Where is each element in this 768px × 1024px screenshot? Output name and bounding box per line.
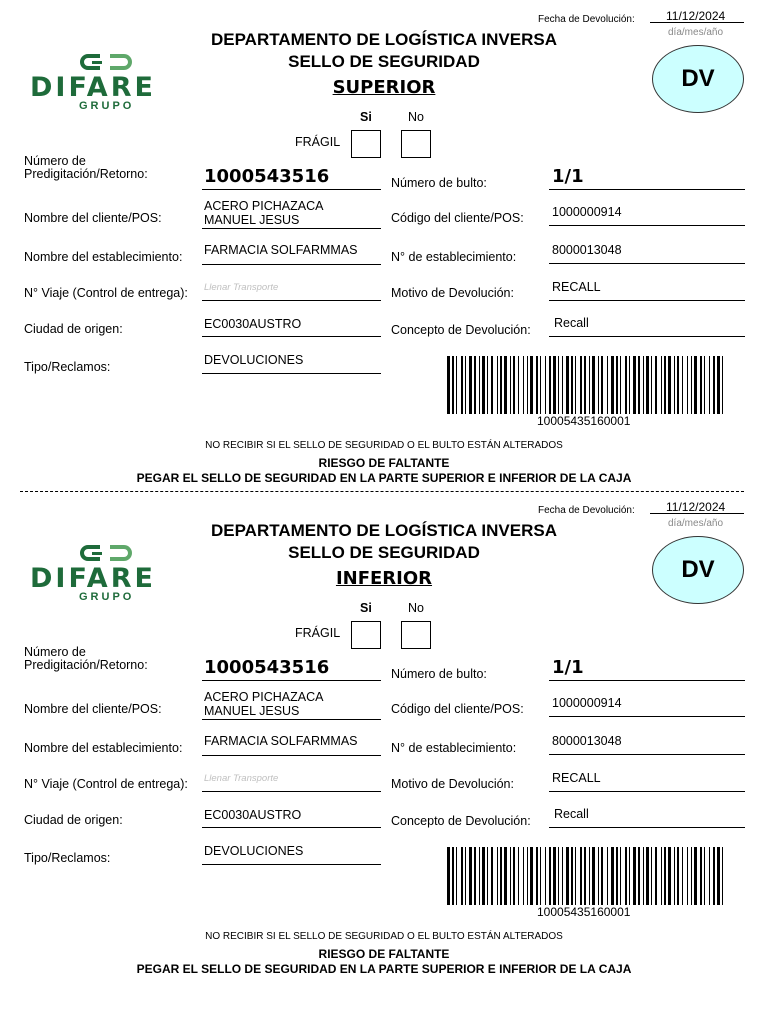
fragile-si-checkbox[interactable] [351,130,381,158]
dv-badge [652,536,744,604]
date-value: 11/12/2024 [666,9,726,23]
origen-line [202,827,381,828]
risk-text: RIESGO DE FALTANTE [318,456,450,470]
barcode-bar [668,847,671,905]
barcode-bar [616,847,618,905]
motivo-value: RECALL [552,280,601,294]
bulto-value: 1/1 [552,166,584,187]
estab-value: FARMACIA SOLFARMMAS [204,734,358,748]
barcode-bar [580,356,582,414]
barcode-bar [575,847,576,905]
barcode-bar [607,356,608,414]
num-pred-label: Número de Predigitación/Retorno: [24,154,148,181]
n-estab-value: 8000013048 [552,243,622,257]
barcode-bar [500,847,502,905]
client-value: ACERO PICHAZACA MANUEL JESUS [204,690,324,718]
logo-text: DIFARE [30,72,156,103]
date-line [650,22,744,23]
date-line [650,513,744,514]
motivo-value: RECALL [552,771,601,785]
client-line [202,228,381,229]
barcode-bar [500,356,502,414]
date-label: Fecha de Devolución: [538,14,635,25]
barcode-bar [620,847,621,905]
barcode-bar [664,356,666,414]
barcode-bar [717,356,720,414]
barcode-bar [651,356,652,414]
barcode-bar [469,847,472,905]
barcode-bar [452,847,454,905]
barcode-bar [456,356,457,414]
barcode-bar [452,356,454,414]
barcode-bar [646,847,649,905]
codigo-line [549,225,745,226]
fragile-no-checkbox[interactable] [401,621,431,649]
num-pred-label: Número de Predigitación/Retorno: [24,645,148,672]
date-label: Fecha de Devolución: [538,505,635,516]
fragile-label: FRÁGIL [295,626,341,640]
barcode-bar [469,356,472,414]
barcode-bar [655,356,657,414]
n-estab-line [549,263,745,264]
barcode-bar [513,847,515,905]
concepto-label: Concepto de Devolución: [391,323,531,337]
barcode-bar [566,847,569,905]
barcode-bar [465,356,466,414]
dv-badge-text: DV [681,556,715,583]
barcode-bar [592,356,595,414]
barcode-bar [527,847,528,905]
barcode-bar [504,847,507,905]
tipo-line [202,373,381,374]
no-label: No [408,601,424,615]
si-label: Si [360,601,372,615]
department-title: DEPARTAMENTO DE LOGÍSTICA INVERSA [210,521,557,540]
logo-subtext: GRUPO [79,591,135,603]
barcode-bar [575,356,576,414]
barcode-bar [651,847,652,905]
barcode-bar [601,847,603,905]
barcode-bar [523,847,524,905]
barcode-bar [633,847,636,905]
warning-text: NO RECIBIR SI EL SELLO DE SEGURIDAD O EL BULTO ESTÁN ALTERADOS [205,440,563,451]
barcode-bar [510,356,511,414]
barcode-bar [687,847,688,905]
barcode-bar [510,847,511,905]
barcode-bar [661,847,662,905]
barcode-bar [497,356,498,414]
barcode-bar [682,356,683,414]
barcode-bar [513,356,515,414]
barcode-bar [694,847,697,905]
barcode-bar [704,356,705,414]
barcode-bar [558,356,559,414]
origen-line [202,336,381,337]
bulto-line [549,189,745,190]
estab-line [202,755,381,756]
bulto-line [549,680,745,681]
barcode-bar [713,847,715,905]
barcode-bar [638,356,640,414]
barcode-bar [482,847,485,905]
seal-title: SELLO DE SEGURIDAD [288,543,480,562]
barcode-bar [491,356,493,414]
barcode-bar [540,356,541,414]
barcode-bar [643,356,644,414]
barcode-bar [687,356,688,414]
seal-section-inferior [0,491,768,982]
concepto-value: Recall [554,316,589,330]
barcode-bar [447,847,450,905]
barcode-bar [487,847,488,905]
barcode-bar [677,356,679,414]
fragile-no-checkbox[interactable] [401,130,431,158]
barcode-bar [479,847,480,905]
num-pred-line [202,680,381,681]
barcode-bar [571,356,573,414]
barcode-bar [625,847,627,905]
logo-subtext: GRUPO [79,100,135,112]
motivo-line [549,791,745,792]
barcode-bar [549,847,551,905]
client-label: Nombre del cliente/POS: [24,211,162,225]
barcode [447,847,725,905]
barcode-bar [479,356,480,414]
dv-badge-text: DV [681,65,715,92]
barcode-bar [562,356,563,414]
barcode-bar [553,847,556,905]
barcode-bar [584,847,586,905]
date-format: día/mes/año [668,518,724,529]
department-title: DEPARTAMENTO DE LOGÍSTICA INVERSA [210,30,557,49]
si-label: Si [360,110,372,124]
codigo-label: Código del cliente/POS: [391,211,524,225]
barcode-bar [566,356,569,414]
codigo-value: 1000000914 [552,205,622,219]
barcode-bar [461,356,463,414]
barcode-bar [611,356,614,414]
viaje-line [202,791,381,792]
barcode-bar [523,356,524,414]
bulto-label: Número de bulto: [391,176,487,190]
barcode-bar [674,356,675,414]
barcode-bar [682,847,683,905]
client-value: ACERO PICHAZACA MANUEL JESUS [204,199,324,227]
concepto-line [549,336,745,337]
barcode-bar [674,847,675,905]
barcode-bar [549,356,551,414]
no-label: No [408,110,424,124]
barcode-bar [530,847,533,905]
barcode [447,356,725,414]
barcode-bar [655,847,657,905]
estab-value: FARMACIA SOLFARMMAS [204,243,358,257]
barcode-bar [536,847,538,905]
barcode-bar [722,356,723,414]
barcode-bar [456,847,457,905]
tipo-label: Tipo/Reclamos: [24,851,111,865]
viaje-label: N° Viaje (Control de entrega): [24,777,188,791]
barcode-bar [704,847,705,905]
barcode-bar [709,847,710,905]
logo-text: DIFARE [30,563,156,594]
barcode-bar [625,356,627,414]
barcode-bar [661,356,662,414]
barcode-bar [598,356,599,414]
barcode-bar [482,356,485,414]
motivo-label: Motivo de Devolución: [391,286,514,300]
barcode-bar [465,847,466,905]
codigo-line [549,716,745,717]
fragile-label: FRÁGIL [295,135,341,149]
num-pred-line [202,189,381,190]
dv-badge [652,45,744,113]
barcode-bar [677,847,679,905]
barcode-bar [518,847,519,905]
barcode-bar [722,847,723,905]
barcode-bar [601,356,603,414]
estab-label: Nombre del establecimiento: [24,250,183,264]
viaje-line [202,300,381,301]
viaje-value[interactable]: Llenar Transporte [204,282,279,293]
barcode-bar [691,356,692,414]
barcode-bar [571,847,573,905]
viaje-label: N° Viaje (Control de entrega): [24,286,188,300]
warning-text: NO RECIBIR SI EL SELLO DE SEGURIDAD O EL BULTO ESTÁN ALTERADOS [205,931,563,942]
origen-value: EC0030AUSTRO [204,808,302,822]
barcode-bar [527,356,528,414]
barcode-bar [562,847,563,905]
tipo-value: DEVOLUCIONES [204,844,304,858]
motivo-line [549,300,745,301]
barcode-bar [616,356,618,414]
barcode-bar [474,356,476,414]
barcode-bar [713,356,715,414]
origen-label: Ciudad de origen: [24,813,123,827]
barcode-bar [487,356,488,414]
fragile-si-checkbox[interactable] [351,621,381,649]
concepto-label: Concepto de Devolución: [391,814,531,828]
estab-line [202,264,381,265]
num-pred-value: 1000543516 [204,166,330,187]
barcode-bar [694,356,697,414]
barcode-bar [664,847,666,905]
barcode-bar [545,847,546,905]
barcode-bar [558,847,559,905]
n-estab-line [549,754,745,755]
n-estab-label: N° de establecimiento: [391,250,517,264]
barcode-bar [646,356,649,414]
barcode-bar [589,847,590,905]
barcode-bar [620,356,621,414]
barcode-bar [536,356,538,414]
barcode-bar [668,356,671,414]
risk-text: RIESGO DE FALTANTE [318,947,450,961]
date-value: 11/12/2024 [666,500,726,514]
barcode-bar [709,356,710,414]
tipo-value: DEVOLUCIONES [204,353,304,367]
barcode-bar [530,356,533,414]
barcode-bar [691,847,692,905]
n-estab-label: N° de establecimiento: [391,741,517,755]
barcode-bar [491,847,493,905]
position-title: INFERIOR [335,568,433,589]
barcode-bar [474,847,476,905]
barcode-bar [540,847,541,905]
n-estab-value: 8000013048 [552,734,622,748]
barcode-bar [545,356,546,414]
instruction-text: PEGAR EL SELLO DE SEGURIDAD EN LA PARTE SUPERIOR E INFERIOR DE LA CAJA [136,962,632,976]
codigo-value: 1000000914 [552,696,622,710]
concepto-line [549,827,745,828]
instruction-text: PEGAR EL SELLO DE SEGURIDAD EN LA PARTE SUPERIOR E INFERIOR DE LA CAJA [136,471,632,485]
estab-label: Nombre del establecimiento: [24,741,183,755]
barcode-bar [700,356,702,414]
barcode-bar [518,356,519,414]
barcode-bar [461,847,463,905]
barcode-bar [497,847,498,905]
position-title: SUPERIOR [332,77,436,98]
barcode-bar [717,847,720,905]
bulto-label: Número de bulto: [391,667,487,681]
tipo-label: Tipo/Reclamos: [24,360,111,374]
viaje-value[interactable]: Llenar Transporte [204,773,279,784]
bulto-value: 1/1 [552,657,584,678]
barcode-bar [589,356,590,414]
seal-title: SELLO DE SEGURIDAD [288,52,480,71]
barcode-number: 10005435160001 [537,905,631,919]
barcode-bar [592,847,595,905]
barcode-bar [584,356,586,414]
barcode-bar [633,356,636,414]
client-line [202,719,381,720]
barcode-bar [580,847,582,905]
num-pred-value: 1000543516 [204,657,330,678]
concepto-value: Recall [554,807,589,821]
barcode-bar [629,356,630,414]
barcode-number: 10005435160001 [537,414,631,428]
origen-label: Ciudad de origen: [24,322,123,336]
motivo-label: Motivo de Devolución: [391,777,514,791]
barcode-bar [504,356,507,414]
barcode-bar [447,356,450,414]
codigo-label: Código del cliente/POS: [391,702,524,716]
barcode-bar [607,847,608,905]
barcode-bar [611,847,614,905]
client-label: Nombre del cliente/POS: [24,702,162,716]
origen-value: EC0030AUSTRO [204,317,302,331]
tipo-line [202,864,381,865]
barcode-bar [553,356,556,414]
seal-section-superior [0,0,768,491]
date-format: día/mes/año [668,27,724,38]
barcode-bar [700,847,702,905]
barcode-bar [598,847,599,905]
barcode-bar [643,847,644,905]
barcode-bar [638,847,640,905]
barcode-bar [629,847,630,905]
